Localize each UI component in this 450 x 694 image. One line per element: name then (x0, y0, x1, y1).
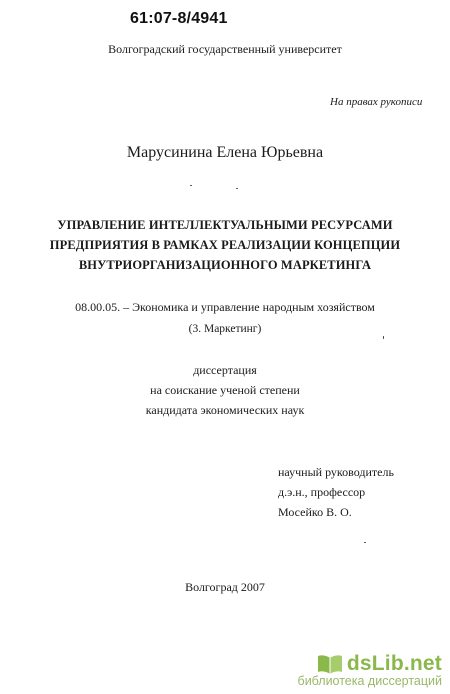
university-name: Волгоградский государственный университет (108, 42, 342, 56)
degree-line: диссертация (193, 363, 257, 377)
specialty-subfield: (3. Маркетинг) (188, 323, 262, 335)
degree-line: на соискание ученой степени (150, 383, 300, 397)
watermark-tagline: библиотека диссертаций (297, 674, 442, 688)
dissertation-title (0, 215, 450, 275)
title-line: УПРАВЛЕНИЕ ИНТЕЛЛЕКТУАЛЬНЫМИ РЕСУРСАМИ (57, 218, 393, 232)
watermark-name: dsLib.net (346, 652, 442, 675)
rights-note: На правах рукописи (330, 96, 423, 108)
book-icon (317, 653, 343, 675)
supervisor-block (278, 462, 394, 522)
scan-speck (364, 542, 366, 543)
title-line: ПРЕДПРИЯТИЯ В РАМКАХ РЕАЛИЗАЦИИ КОНЦЕПЦИИ (49, 238, 401, 252)
title-line: ВНУТРИОРГАНИЗАЦИОННОГО МАРКЕТИНГА (78, 258, 372, 272)
degree-line: кандидата экономических наук (145, 403, 305, 417)
author-name: Марусинина Елена Юрьевна (126, 144, 324, 161)
watermark-logo (298, 652, 442, 676)
supervisor-degree: д.э.н., профессор (278, 485, 366, 499)
specialty-code: 08.00.05. – Экономика и управление народным хозяйством (75, 300, 375, 314)
degree-statement (0, 360, 450, 420)
scan-speck (190, 185, 192, 186)
archive-code: 61:07-8/4941 (130, 10, 228, 27)
city-year: Волгоград 2007 (185, 580, 265, 594)
scan-speck (383, 336, 384, 339)
supervisor-role: научный руководитель (278, 465, 394, 479)
supervisor-name: Мосейко В. О. (278, 505, 352, 519)
scan-speck (236, 188, 238, 189)
watermark (298, 652, 442, 688)
